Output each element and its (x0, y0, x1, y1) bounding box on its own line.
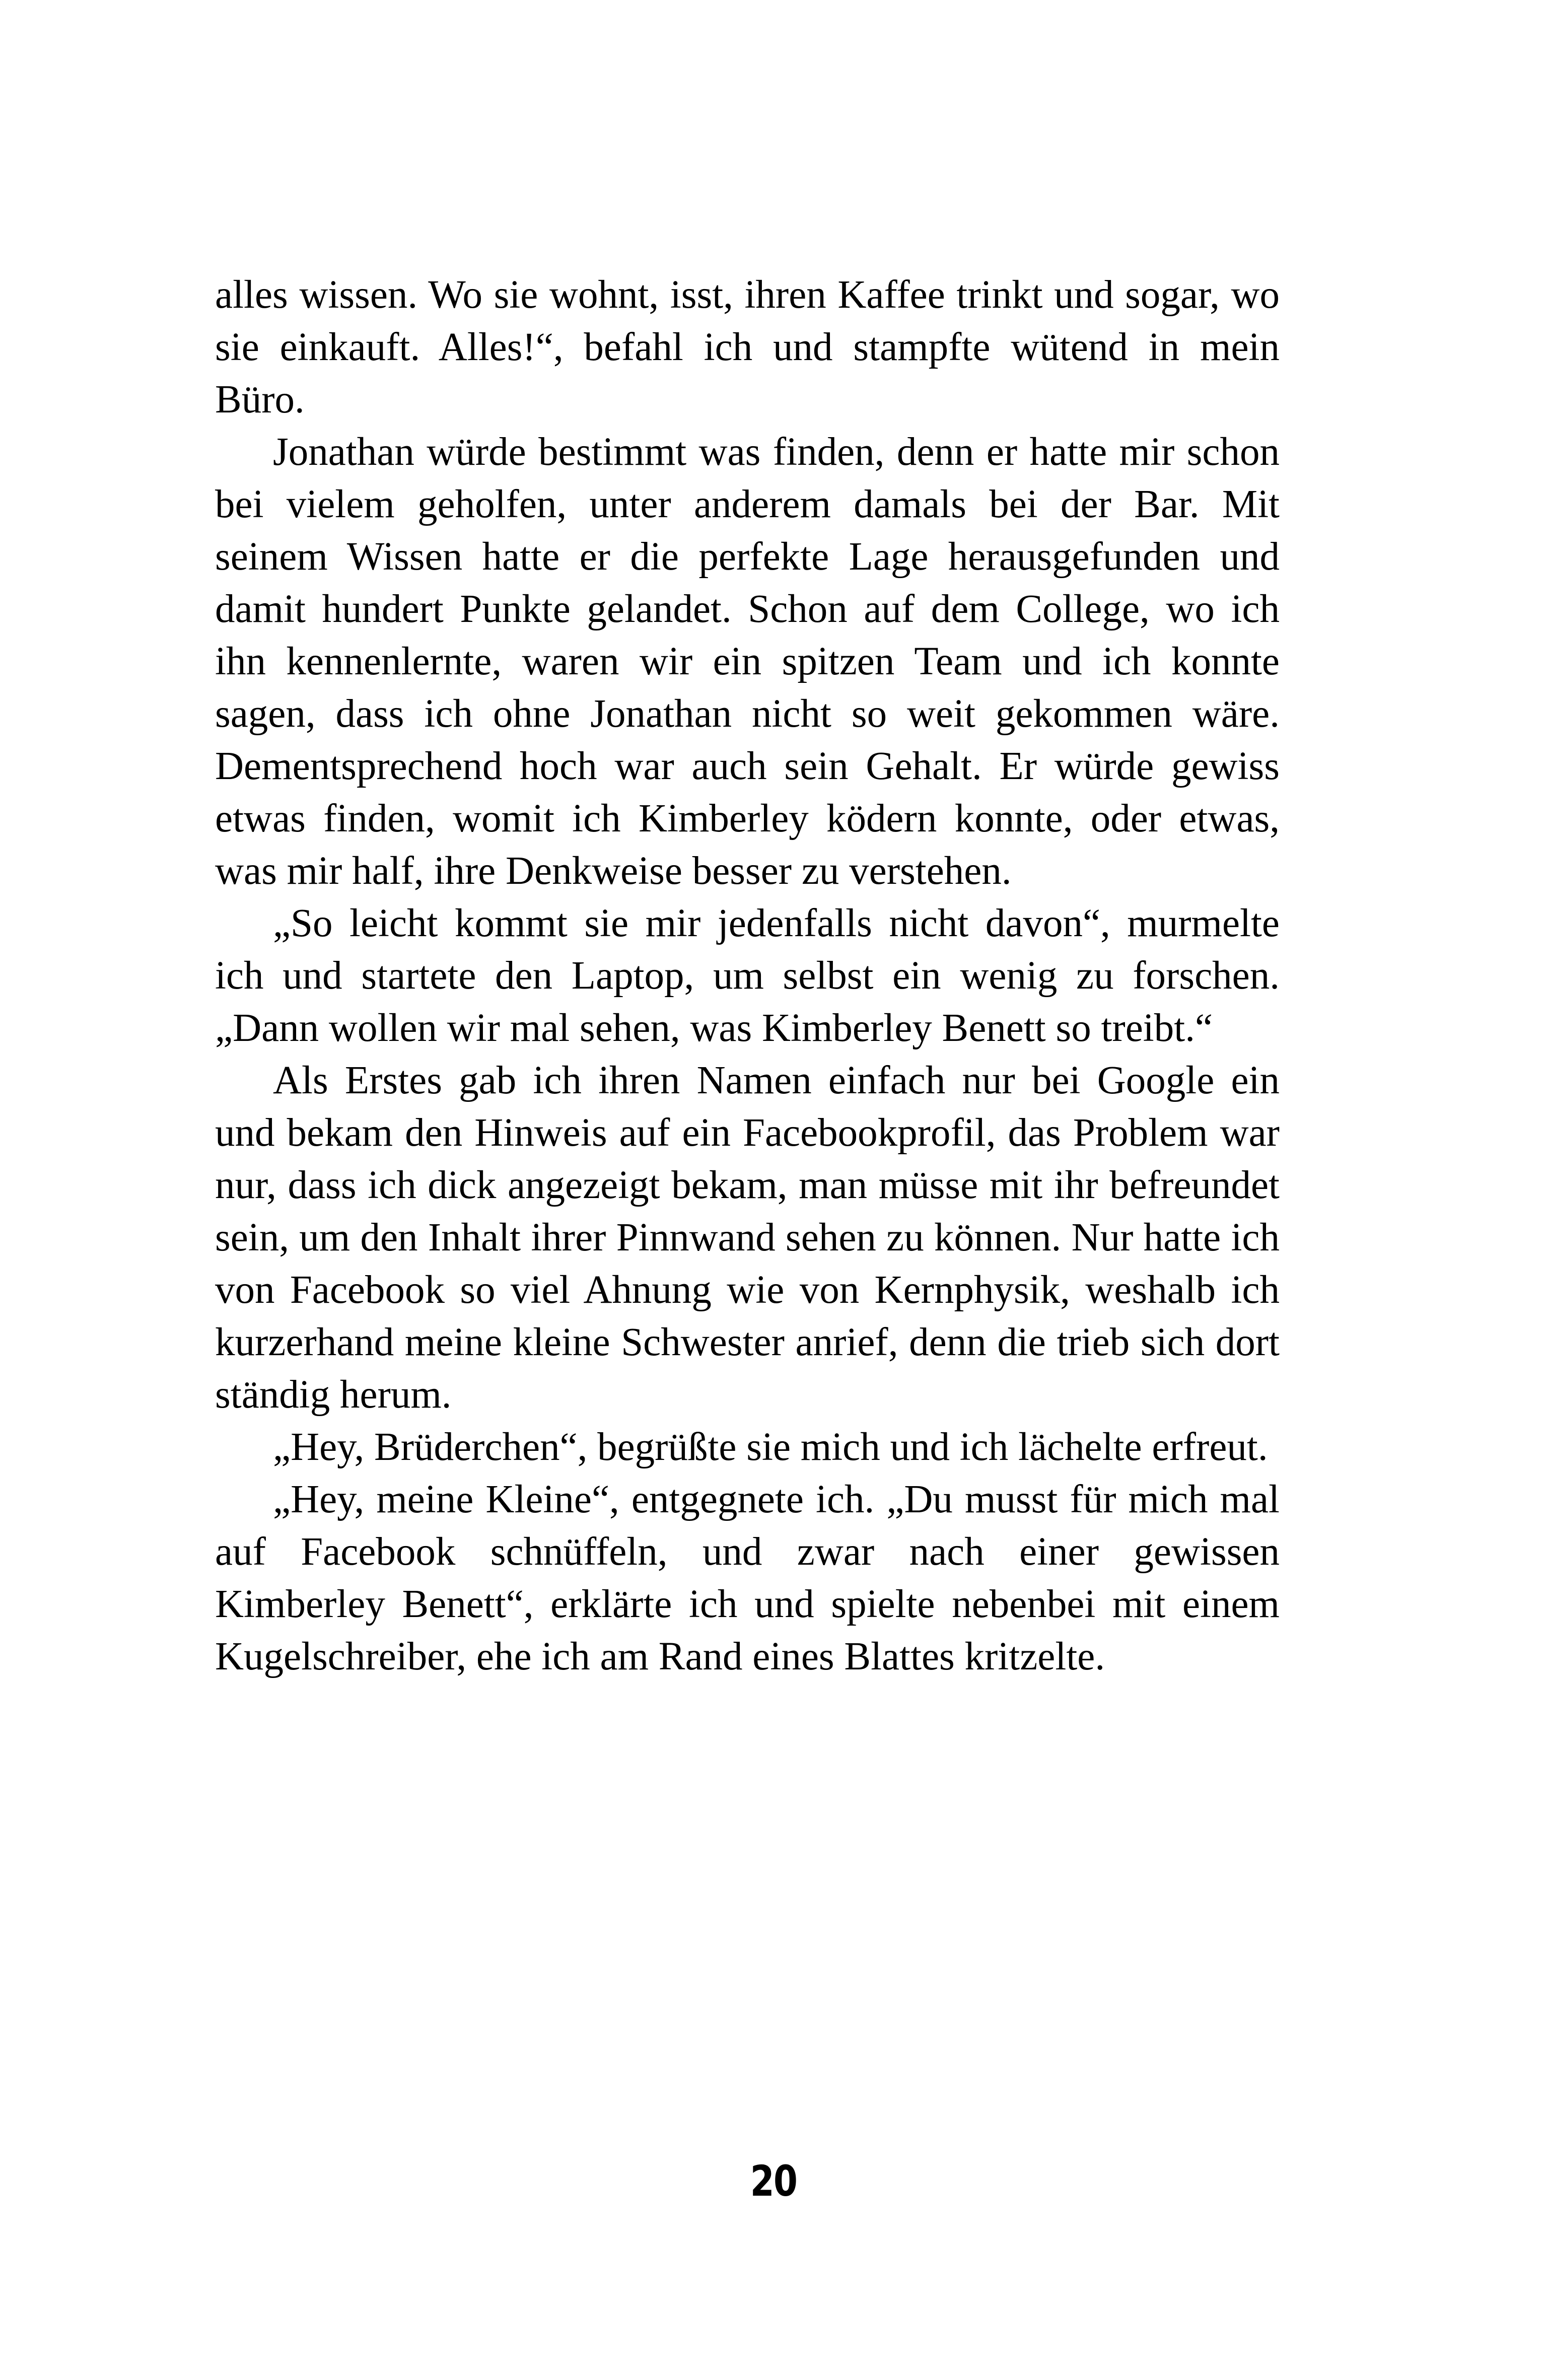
paragraph-3: „So leicht kommt sie mir jedenfalls nicht davon“, murmelte ich und startete den Laptop, um selbst ein wenig zu forschen. „Dann wollen wir mal sehen, was Kimberley Benett so treibt.“ (215, 901, 1280, 1050)
page-number: 20 (750, 2156, 797, 2206)
paragraph-2: Jonathan würde bestimmt was finden, denn er hatte mir schon bei vielem geholfen, unter anderem damals bei der Bar. Mit seinem Wissen hatte er die perfekte Lage herausgefunden und damit hundert Punkte gelandet. Schon auf dem College, wo ich ihn kennenlernte, waren wir ein spitzen Team und ich konnte sagen, dass ich ohne Jonathan nicht so weit gekommen wäre. Dementsprechend hoch war auch sein Gehalt. Er würde gewiss etwas finden, womit ich Kimberley ködern konnte, oder etwas, was mir half, ihre Denkweise besser zu verstehen. (215, 430, 1280, 893)
paragraph-5: „Hey, Brüderchen“, begrüßte sie mich und ich lächelte erfreut. (273, 1425, 1268, 1469)
paragraph-6: „Hey, meine Kleine“, entgegnete ich. „Du musst für mich mal auf Facebook schnüffeln, und zwar nach einer gewissen Kimberley Benett“, erklärte ich und spielte nebenbei mit einem Kugelschreiber, ehe ich am Rand eines Blattes kritzelte. (215, 1478, 1280, 1678)
paragraph-1: alles wissen. Wo sie wohnt, isst, ihren Kaffee trinkt und sogar, wo sie einkauft. Alles!“, befahl ich und stampfte wütend in mein Büro. (215, 273, 1280, 422)
paragraph-4: Als Erstes gab ich ihren Namen einfach nur bei Google ein und bekam den Hinweis auf ein Facebookprofil, das Problem war nur, dass ich dick angezeigt bekam, man müsse mit ihr befreundet sein, um den Inhalt ihrer Pinnwand sehen zu können. Nur hatte ich von Facebook so viel Ahnung wie von Kernphysik, weshalb ich kurzerhand meine kleine Schwester anrief, denn die trieb sich dort ständig herum. (215, 1059, 1280, 1417)
body-text (215, 269, 1280, 1683)
